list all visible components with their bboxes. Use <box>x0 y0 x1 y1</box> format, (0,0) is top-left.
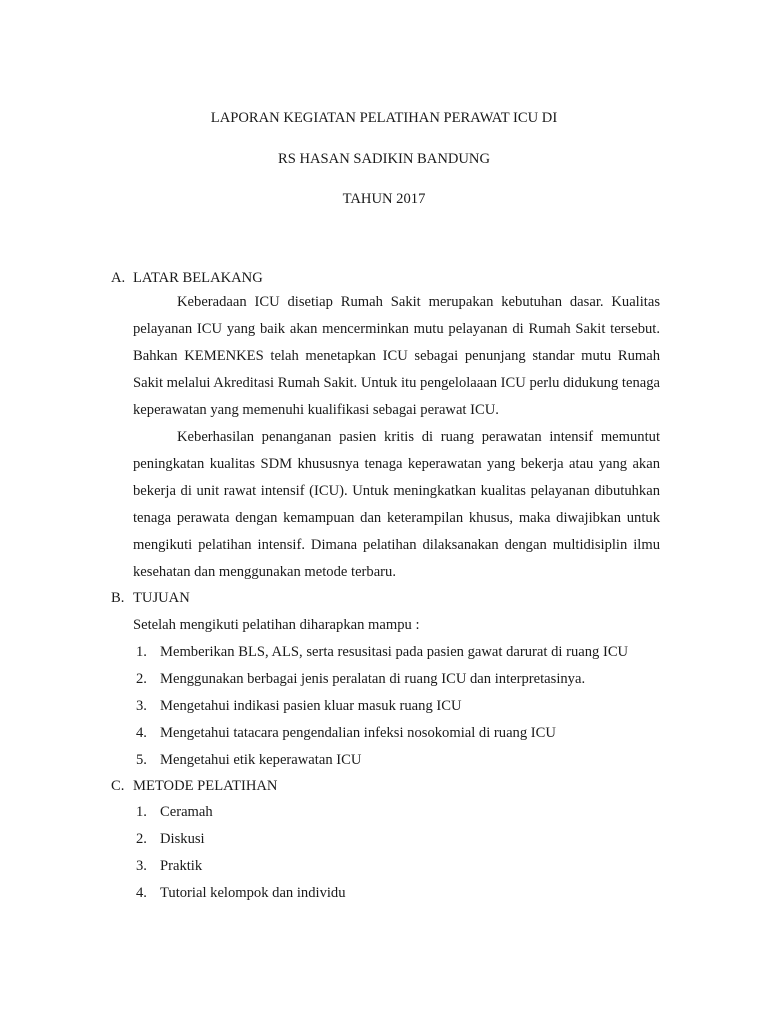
list-number: 5. <box>136 752 147 768</box>
list-number: 3. <box>136 858 147 874</box>
section-b-letter: B. <box>111 590 125 606</box>
list-number: 3. <box>136 698 147 714</box>
list-text: Praktik <box>160 858 203 874</box>
section-a-title: LATAR BELAKANG <box>133 270 263 286</box>
section-c-letter: C. <box>111 778 125 794</box>
list-item <box>136 829 205 849</box>
list-number: 2. <box>136 671 147 687</box>
list-text: Mengetahui tatacara pengendalian infeksi nosokomial di ruang ICU <box>160 725 556 741</box>
section-a-letter: A. <box>111 270 126 286</box>
list-text: Memberikan BLS, ALS, serta resusitasi pada pasien gawat darurat di ruang ICU <box>160 644 629 660</box>
title-line-3: TAHUN 2017 <box>342 191 426 207</box>
section-c-heading <box>111 776 277 796</box>
list-item <box>136 642 628 662</box>
list-text: Mengetahui etik keperawatan ICU <box>160 752 362 768</box>
list-item <box>136 669 585 689</box>
list-number: 4. <box>136 725 147 741</box>
list-text: Menggunakan berbagai jenis peralatan di ruang ICU dan interpretasinya. <box>160 671 586 687</box>
title-line-2: RS HASAN SADIKIN BANDUNG <box>277 151 491 167</box>
list-number: 4. <box>136 885 147 901</box>
list-item <box>136 723 556 743</box>
paragraph-text: Keberadaan ICU disetiap Rumah Sakit merupakan kebutuhan dasar. Kualitas pelayanan ICU yang baik akan mencerminkan mutu pelayanan di Rumah Sakit tersebut. Bahkan KEMENKES telah menetapkan ICU sebagai penunjang standar mutu Rumah Sakit melalui Akreditasi Rumah Sakit. Untuk itu pengelolaaan ICU perlu didukung tenaga keperawatan yang memenuhi kualifikasi sebagai perawat ICU. <box>133 294 660 418</box>
list-item <box>136 802 213 822</box>
list-item <box>136 750 361 770</box>
list-text: Ceramah <box>160 804 213 820</box>
section-a-paragraph-1 <box>133 289 660 424</box>
list-item <box>136 696 462 716</box>
list-item <box>136 883 346 903</box>
section-c-title: METODE PELATIHAN <box>133 778 278 794</box>
title-line-1: LAPORAN KEGIATAN PELATIHAN PERAWAT ICU DI <box>210 110 558 126</box>
section-b-intro: Setelah mengikuti pelatihan diharapkan mampu : <box>133 617 420 633</box>
list-number: 1. <box>136 804 147 820</box>
paragraph-text: Keberhasilan penanganan pasien kritis di ruang perawatan intensif memuntut peningkatan kualitas SDM khususnya tenaga keperawatan yang bekerja atau yang akan bekerja di unit rawat intensif (ICU). Untuk meningkatkan kualitas pelayanan dibutuhkan tenaga perawata dengan kemampuan dan keterampilan khusus, maka diwajibkan untuk mengikuti pelatihan intensif. Dimana pelatihan dilaksanakan dengan multidisiplin ilmu kesehatan dan menggunakan metode terbaru. <box>133 429 660 580</box>
section-a-paragraph-2 <box>133 424 660 586</box>
list-text: Tutorial kelompok dan individu <box>160 885 346 901</box>
section-b-heading <box>111 588 190 608</box>
list-number: 2. <box>136 831 147 847</box>
list-item <box>136 856 202 876</box>
list-text: Mengetahui indikasi pasien kluar masuk ruang ICU <box>160 698 462 714</box>
section-a-heading <box>111 268 263 288</box>
section-b-title: TUJUAN <box>133 590 190 606</box>
list-text: Diskusi <box>160 831 205 847</box>
list-number: 1. <box>136 644 147 660</box>
